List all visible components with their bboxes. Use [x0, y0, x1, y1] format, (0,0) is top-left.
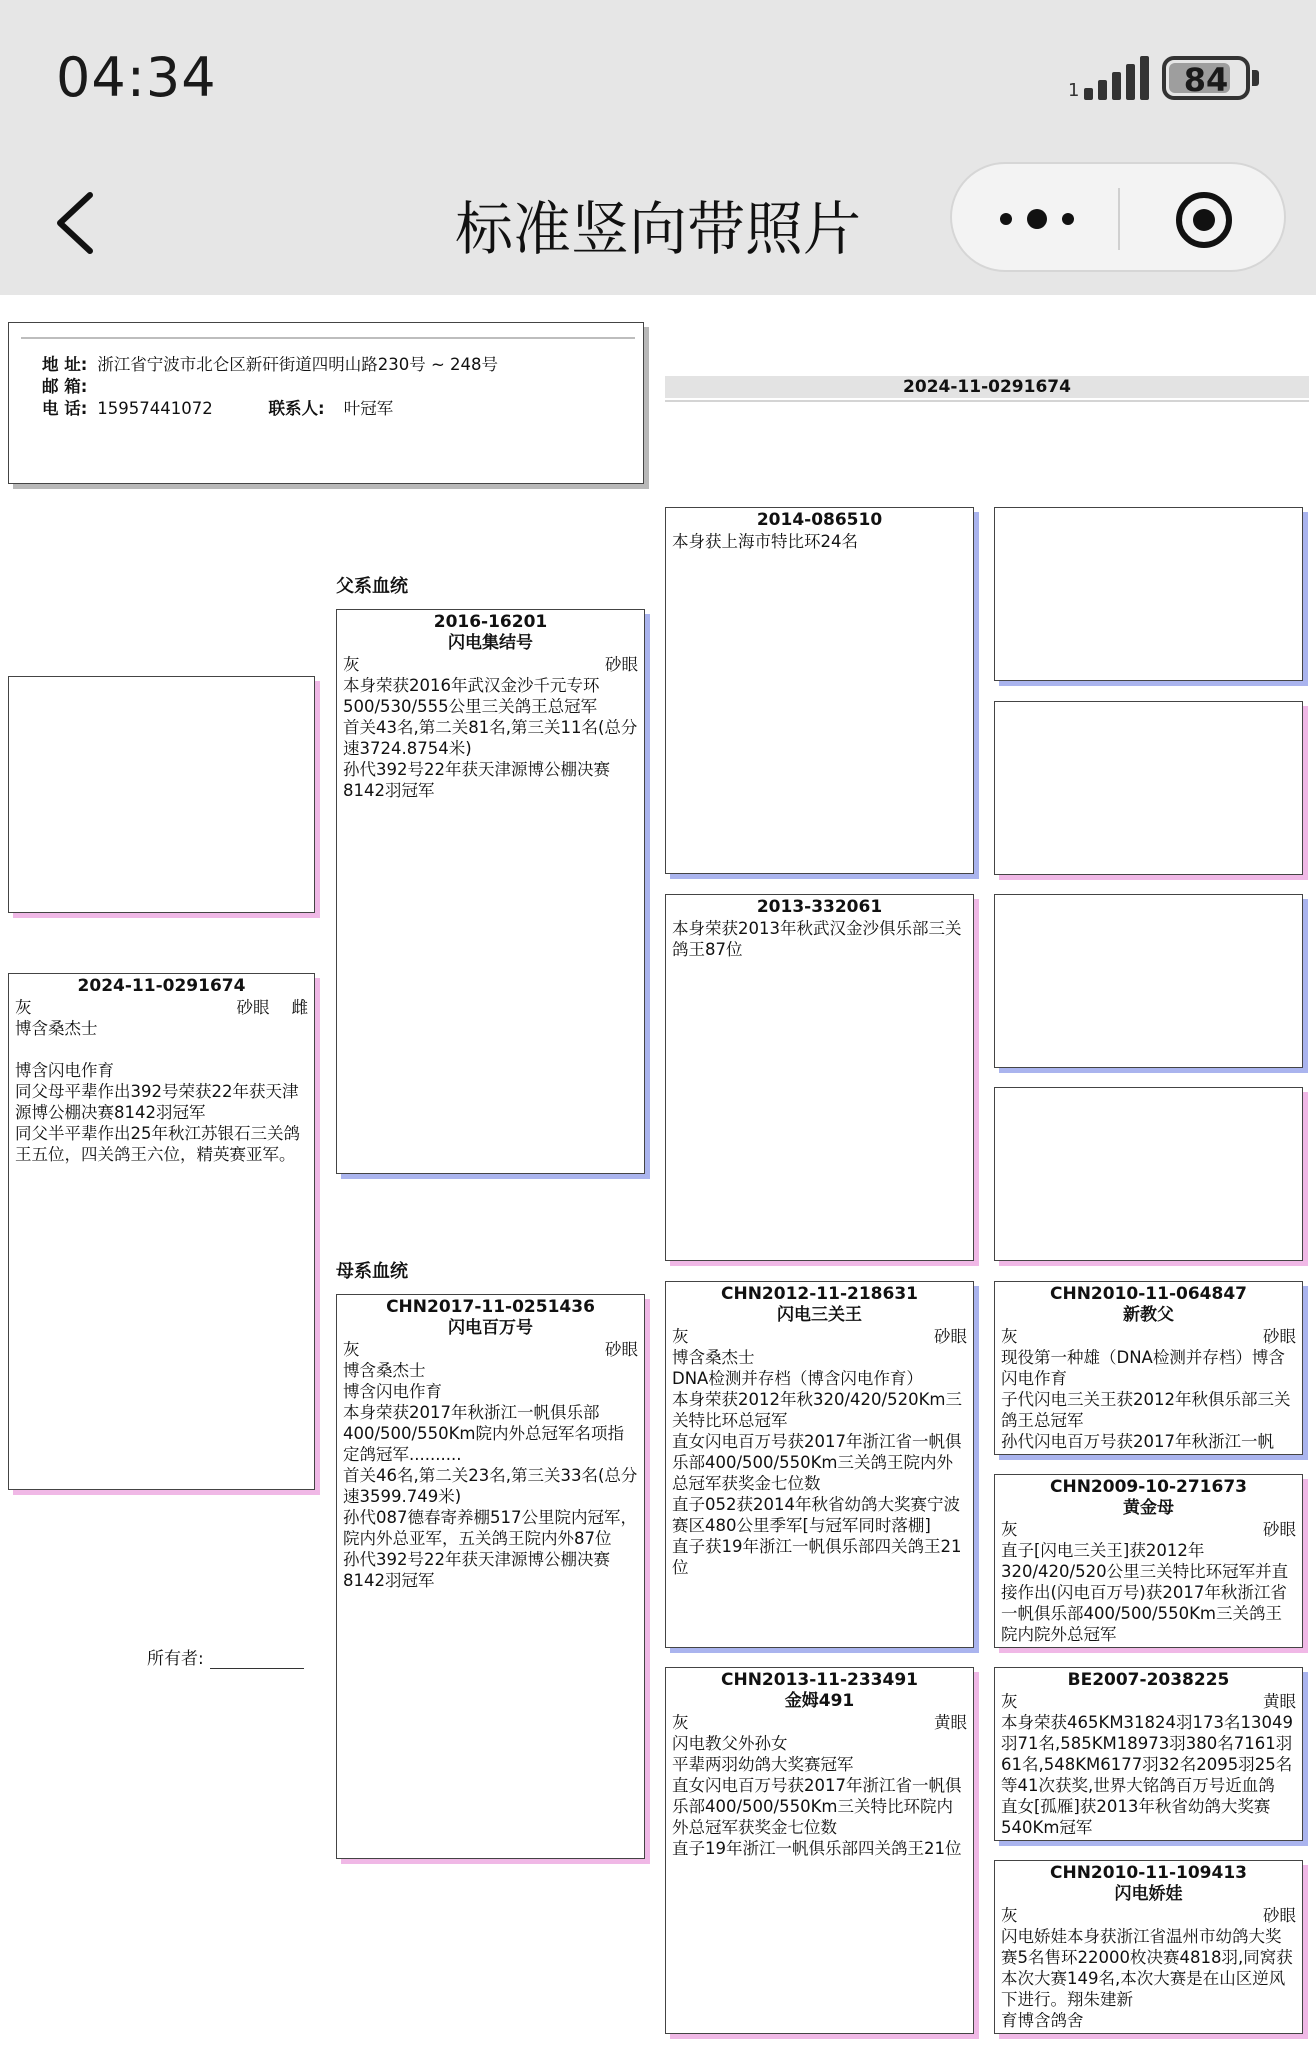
- mf-description: 博含桑杰士 DNA检测并存档（博含闪电作育） 本身荣获2012年秋320/420/520Km三关特比环总冠军 直女闪电百万号获2017年浙江省一帆俱乐部400/500/550Km三关鸽王院内外总冠军获奖金七位数 直子052获2014年秋省幼鸽大奖赛宁波赛区480公里季军[与冠军同时落棚] 直子获19年浙江一帆俱乐部四关鸽王21位: [672, 1348, 962, 1577]
- header-ring: 2024-11-0291674: [665, 376, 1309, 398]
- mmm-name: 闪电娇娃: [1114, 1884, 1183, 1904]
- signal-bar: [1084, 88, 1093, 100]
- mail-row: [42, 373, 92, 397]
- ffff-card: [994, 507, 1303, 681]
- mmf-card: [994, 1667, 1303, 1841]
- signal-bar: [1098, 80, 1107, 100]
- mail-label: 邮 箱:: [42, 377, 88, 396]
- father-ring: 2016-16201: [433, 612, 548, 632]
- ff-card: [665, 507, 974, 874]
- mm-eye: 黄眼: [934, 1713, 967, 1732]
- mmf-color: 灰: [1001, 1692, 1018, 1711]
- mf-ring: CHN2012-11-218631: [721, 1284, 918, 1304]
- divider: [665, 400, 1309, 402]
- nav-bar: [0, 160, 1316, 295]
- more-icon[interactable]: [992, 206, 1082, 232]
- signal-bar: [1140, 56, 1149, 100]
- mff-eye: 砂眼: [1263, 1327, 1296, 1346]
- mff-name: 新教父: [1123, 1305, 1174, 1325]
- owner-field: [147, 1644, 304, 1669]
- mm-description: 闪电教父外孙女 平辈两羽幼鸽大奖赛冠军 直女闪电百万号获2017年浙江省一帆俱乐部400/500/550Km三关特比环院内外总冠军获奖金七位数 直子19年浙江一帆俱乐部四关鸽王21位: [672, 1734, 962, 1858]
- mmm-card: [994, 1860, 1303, 2034]
- mm-attrs: [672, 1712, 967, 1733]
- mfm-ring: CHN2009-10-271673: [1050, 1477, 1247, 1497]
- mother-eye: 砂眼: [605, 1340, 638, 1359]
- battery-percent: 84: [1183, 61, 1229, 99]
- contact-label: 联系人:: [268, 399, 325, 418]
- subject-color: 灰: [15, 998, 32, 1017]
- father-section-label: 父系血统: [336, 576, 408, 597]
- mmf-description: 本身荣获465KM31824羽173名13049羽71名,585KM18973羽380名7161羽61名,548KM6177羽32名2095羽25名等41次获奖,世界大铭鸽百万号近血鸽 直女[孤雁]获2013年秋省幼鸽大奖赛540Km冠军: [1001, 1713, 1294, 1837]
- mother-ring: CHN2017-11-0251436: [386, 1297, 595, 1317]
- address-value: 浙江省宁波市北仑区新矸街道四明山路230号 ~ 248号: [97, 355, 499, 374]
- father-eye: 砂眼: [605, 655, 638, 674]
- mini-program-capsule: [950, 162, 1286, 272]
- phone-label: 电 话:: [42, 399, 88, 418]
- mother-name: 闪电百万号: [448, 1318, 533, 1338]
- owner-line: [210, 1653, 304, 1669]
- fm-ring: 2013-332061: [756, 897, 883, 917]
- subject-sex: 雌: [291, 998, 308, 1017]
- fmf-card: [994, 894, 1303, 1068]
- fmm-card: [994, 1087, 1303, 1261]
- father-attrs: [343, 654, 638, 675]
- subject-attrs: [15, 997, 308, 1018]
- mf-attrs: [672, 1326, 967, 1347]
- mmm-attrs: [1001, 1905, 1296, 1926]
- status-time: 04:34: [56, 46, 217, 109]
- mf-eye: 砂眼: [934, 1327, 967, 1346]
- mmm-description: 闪电娇娃本身获浙江省温州市幼鸽大奖赛5名售环22000枚决赛4818羽,同窝获本次大赛149名,本次大赛是在山区逆风下进行。翔朱建新 育博含鸽舍: [1001, 1927, 1293, 2030]
- mff-attrs: [1001, 1326, 1296, 1347]
- fm-card: [665, 894, 974, 1261]
- mmm-color: 灰: [1001, 1906, 1018, 1925]
- mmm-eye: 砂眼: [1263, 1906, 1296, 1925]
- mfm-name: 黄金母: [1123, 1498, 1174, 1518]
- ff-ring: 2014-086510: [756, 510, 883, 530]
- signal-bar: [1126, 64, 1135, 100]
- mfm-eye: 砂眼: [1263, 1520, 1296, 1539]
- owner-label: 所有者:: [147, 1649, 204, 1669]
- signal-bar: [1112, 72, 1121, 100]
- mff-description: 现役第一种雄（DNA检测并存档）博含闪电作育 子代闪电三关王获2012年秋俱乐部三关鸽王总冠军 孙代闪电百万号获2017年秋浙江一帆: [1001, 1348, 1291, 1451]
- mother-color: 灰: [343, 1340, 360, 1359]
- mfm-color: 灰: [1001, 1520, 1018, 1539]
- mmm-ring: CHN2010-11-109413: [1050, 1863, 1247, 1883]
- mother-attrs: [343, 1339, 638, 1360]
- father-name: 闪电集结号: [448, 633, 533, 653]
- fm-description: 本身荣获2013年秋武汉金沙俱乐部三关鸽王87位: [672, 919, 962, 959]
- address-label: 地 址:: [42, 355, 88, 374]
- mmf-ring: BE2007-2038225: [1067, 1670, 1230, 1690]
- mf-color: 灰: [672, 1327, 689, 1346]
- address-row: [42, 351, 498, 375]
- photo-box: [8, 676, 315, 913]
- mother-card: [336, 1294, 645, 1859]
- close-icon[interactable]: [1174, 190, 1234, 250]
- subject-description: 博含桑杰士 博含闪电作育 同父母平辈作出392号荣获22年获天津源博公棚决赛8142羽冠军 同父半平辈作出25年秋江苏银石三关鸽王五位，四关鸽王六位，精英赛亚军。: [15, 1019, 300, 1164]
- mff-color: 灰: [1001, 1327, 1018, 1346]
- status-bar: [0, 0, 1316, 160]
- battery-tip: [1252, 70, 1259, 86]
- mmf-attrs: [1001, 1691, 1296, 1712]
- mother-section-label: 母系血统: [336, 1261, 408, 1282]
- page-title: 标准竖向带照片: [454, 195, 861, 263]
- contact-value: 叶冠军: [343, 399, 394, 418]
- father-color: 灰: [343, 655, 360, 674]
- ff-description: 本身获上海市特比环24名: [672, 532, 858, 551]
- mfm-attrs: [1001, 1519, 1296, 1540]
- phone-row: [42, 395, 393, 419]
- contact-info-box: [8, 322, 644, 484]
- mother-description: 博含桑杰士 博含闪电作育 本身荣获2017年秋浙江一帆俱乐部400/500/550Km院内外总冠军名项指定鸽冠军.......... 首关46名,第二关23名,第三关33名(总分速3599.749米) 孙代087德春寄养棚517公里院内冠军，院内外总亚军，五关鸽王院内外87位 孙代392号22年获天津源博公棚决赛8142羽冠军: [343, 1361, 638, 1590]
- capsule-divider: [1118, 188, 1120, 250]
- mf-name: 闪电三关王: [777, 1305, 862, 1325]
- signal-icon: [1068, 56, 1154, 100]
- mm-color: 灰: [672, 1713, 689, 1732]
- mm-card: [665, 1667, 974, 2034]
- fffm-card: [994, 701, 1303, 875]
- mff-ring: CHN2010-11-064847: [1050, 1284, 1247, 1304]
- subject-eye: 砂眼: [236, 998, 270, 1017]
- father-card: [336, 609, 645, 1174]
- subject-ring: 2024-11-0291674: [77, 976, 246, 996]
- mmf-eye: 黄眼: [1263, 1692, 1296, 1711]
- mm-ring: CHN2013-11-233491: [721, 1670, 918, 1690]
- mfm-description: 直子[闪电三关王]获2012年320/420/520公里三关特比环冠军并直接作出(闪电百万号)获2017年秋浙江省一帆俱乐部400/500/550Km三关鸽王院内院外总冠军: [1001, 1541, 1289, 1644]
- mf-card: [665, 1281, 974, 1648]
- mfm-card: [994, 1474, 1303, 1648]
- subject-card: [8, 973, 315, 1490]
- battery-icon: [1162, 56, 1250, 100]
- divider: [21, 337, 635, 339]
- mff-card: [994, 1281, 1303, 1455]
- mm-name: 金姆491: [784, 1691, 855, 1711]
- signal-small-label: 1: [1068, 80, 1080, 101]
- father-description: 本身荣获2016年武汉金沙千元专环500/530/555公里三关鸽王总冠军 首关43名,第二关81名,第三关11名(总分速3724.8754米) 孙代392号22年获天津源博公棚决赛8142羽冠军: [343, 676, 638, 800]
- phone-value: 15957441072: [97, 399, 213, 418]
